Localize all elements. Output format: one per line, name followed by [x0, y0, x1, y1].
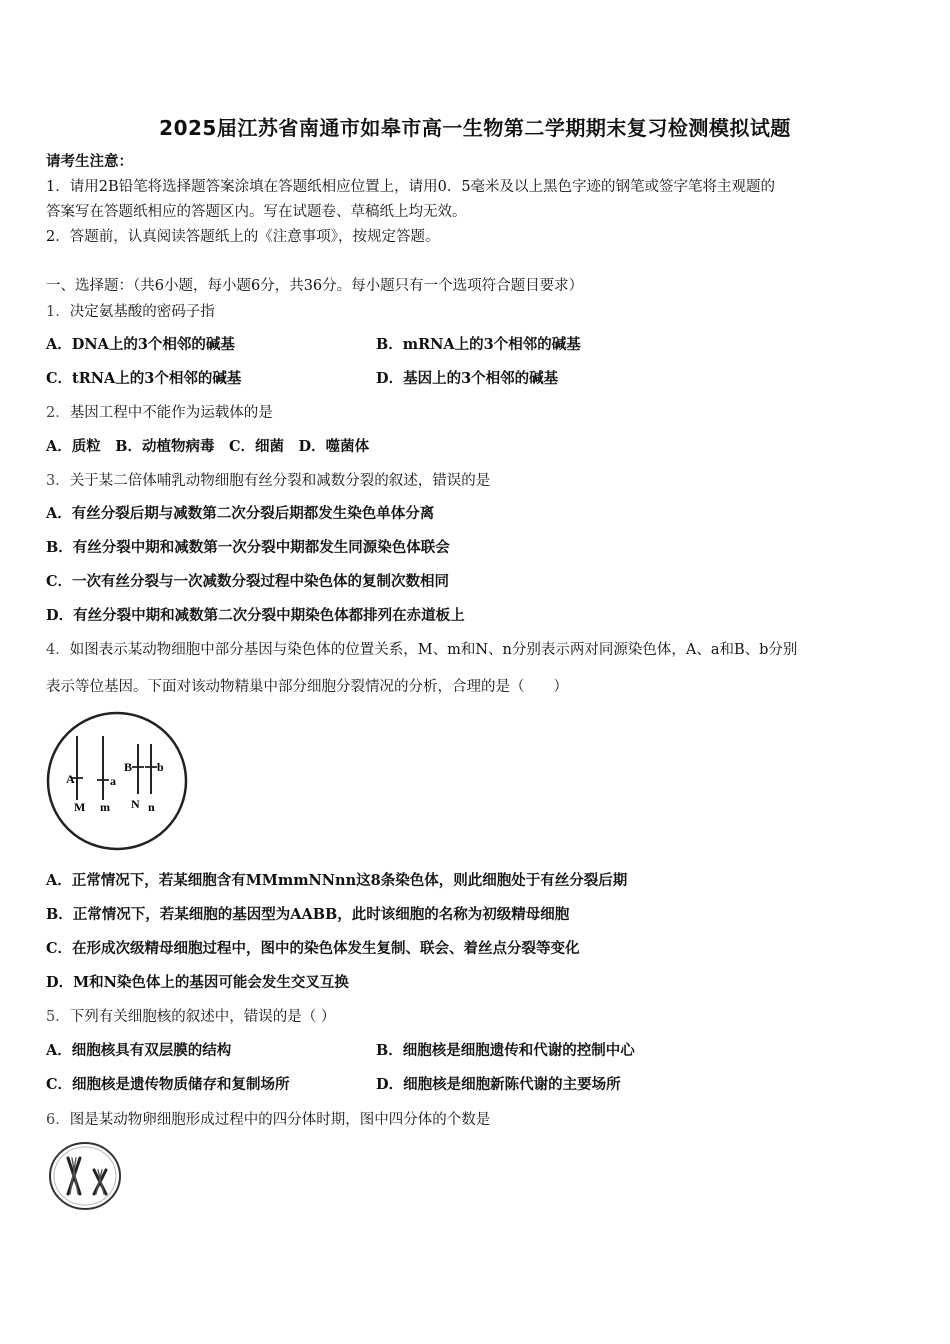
q3-option-b: B．有丝分裂中期和减数第一次分裂中期都发生同源染色体联会: [46, 539, 450, 556]
q2-options: A．质粒 B．动植物病毒 C．细菌 D．噬菌体: [46, 438, 370, 455]
q4-option-d: D．M和N染色体上的基因可能会发生交叉互换: [46, 974, 349, 991]
question-number: 6．: [46, 1112, 70, 1128]
q5-option-c: C．细胞核是遗传物质储存和复制场所: [46, 1076, 290, 1093]
cell-inner-outline: [54, 1147, 116, 1205]
notice-item-2: 2．答题前，认真阅读答题纸上的《注意事项》，按规定答题。: [46, 229, 440, 245]
question-stem: 决定氨基酸的密码子指: [69, 304, 215, 320]
page-title: 2025届江苏省南通市如皋市高一生物第二学期期末复习检测模拟试题: [159, 116, 791, 140]
chromosome-figure: [46, 710, 190, 852]
label-n: n: [148, 800, 155, 814]
q3-option-a: A．有丝分裂后期与减数第二次分裂后期都发生染色单体分离: [46, 505, 435, 522]
label-a: a: [110, 774, 116, 788]
label-b: b: [157, 760, 164, 774]
question-number: 5．: [46, 1009, 70, 1025]
label-M: M: [74, 800, 86, 814]
q3-option-c: C．一次有丝分裂与一次减数分裂过程中染色体的复制次数相同: [46, 573, 450, 590]
notice-item-1-cont: 答案写在答题纸相应的答题区内。写在试题卷、草稿纸上均无效。: [46, 204, 467, 220]
question-stem: 基因工程中不能作为运载体的是: [69, 405, 273, 421]
question-number: 2．: [46, 405, 70, 421]
question-4: [46, 640, 797, 660]
chromosome-pair-left: [68, 1158, 80, 1194]
q1-option-a: A．DNA上的3个相邻的碱基: [46, 336, 235, 353]
cell-outline: [50, 1143, 120, 1209]
chromosome-pair-right: [94, 1170, 106, 1194]
label-N: N: [131, 797, 140, 811]
q4-option-a: A．正常情况下，若某细胞含有MMmmNNnn这8条染色体，则此细胞处于有丝分裂后期: [46, 872, 628, 889]
question-number: 3．: [46, 473, 70, 489]
question-1: [46, 302, 215, 322]
question-number: 1．: [46, 304, 70, 320]
q1-option-b: B．mRNA上的3个相邻的碱基: [376, 336, 581, 353]
question-5: [46, 1007, 335, 1027]
q5-option-d: D．细胞核是细胞新陈代谢的主要场所: [376, 1076, 621, 1093]
question-4-cont: 表示等位基因。下面对该动物精巢中部分细胞分裂情况的分析，合理的是（ ）: [46, 679, 568, 695]
section-heading: 一、选择题：（共6小题，每小题6分，共36分。每小题只有一个选项符合题目要求）: [46, 278, 584, 294]
q5-option-b: B．细胞核是细胞遗传和代谢的控制中心: [376, 1042, 635, 1059]
question-6: [46, 1110, 490, 1130]
question-3: [46, 471, 490, 491]
question-2: [46, 403, 273, 423]
q4-option-b: B．正常情况下，若某细胞的基因型为AABB，此时该细胞的名称为初级精母细胞: [46, 906, 570, 923]
question-stem: 下列有关细胞核的叙述中，错误的是（ ）: [69, 1009, 336, 1025]
q1-option-c: C．tRNA上的3个相邻的碱基: [46, 370, 242, 387]
question-stem: 关于某二倍体哺乳动物细胞有丝分裂和减数分裂的叙述，错误的是: [69, 473, 491, 489]
notice-item-1: 1．请用2B铅笔将选择题答案涂填在答题纸相应位置上，请用0．5毫米及以上黑色字迹的钢笔或签字笔将主观题的: [46, 179, 776, 195]
q4-option-c: C．在形成次级精母细胞过程中，图中的染色体发生复制、联会、着丝点分裂等变化: [46, 940, 580, 957]
label-B: B: [124, 760, 133, 774]
q5-option-a: A．细胞核具有双层膜的结构: [46, 1042, 232, 1059]
q3-option-d: D．有丝分裂中期和减数第二次分裂中期染色体都排列在赤道板上: [46, 607, 465, 624]
notice-heading: 请考生注意：: [46, 153, 133, 170]
tetrad-figure: [48, 1140, 124, 1212]
question-stem: 如图表示某动物细胞中部分基因与染色体的位置关系，M、m和N、n分别表示两对同源染色体，A、a和B、b分别: [69, 642, 798, 658]
q1-option-d: D．基因上的3个相邻的碱基: [376, 370, 559, 387]
label-m: m: [100, 800, 110, 814]
label-A: A: [66, 772, 75, 786]
question-stem: 图是某动物卵细胞形成过程中的四分体时期，图中四分体的个数是: [69, 1112, 491, 1128]
question-number: 4．: [46, 642, 70, 658]
